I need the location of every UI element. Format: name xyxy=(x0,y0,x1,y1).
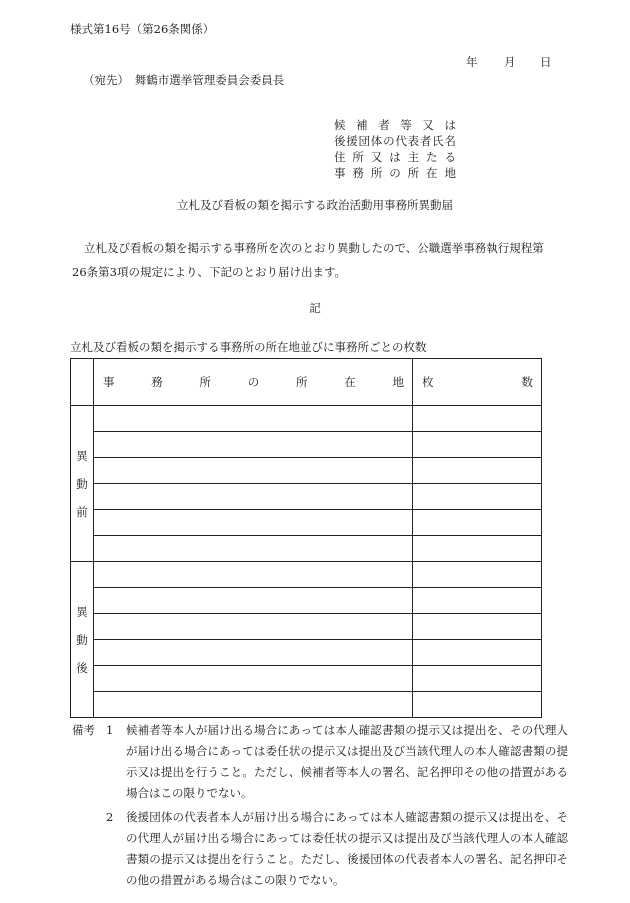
applicant-char: は xyxy=(444,118,456,132)
applicant-char: 援 xyxy=(346,134,358,148)
date-day-label: 日 xyxy=(540,55,552,69)
count-cell[interactable] xyxy=(413,432,542,458)
note-item-1 xyxy=(72,720,568,804)
table-row xyxy=(71,406,542,432)
table-row xyxy=(71,510,542,536)
header-char: 数 xyxy=(521,375,533,389)
applicant-char: 所 xyxy=(407,166,420,180)
section-char: 後 xyxy=(76,660,88,675)
header-char: 地 xyxy=(392,375,404,389)
applicant-char: 又 xyxy=(370,150,383,164)
applicant-char: 在 xyxy=(426,166,438,180)
ki-mark: 記 xyxy=(309,301,321,315)
addressee: （宛先） 舞鶴市選挙管理委員会委員長 xyxy=(83,73,285,87)
header-char: 所 xyxy=(296,375,308,389)
table-row xyxy=(71,692,542,718)
applicant-char: 事 xyxy=(334,166,346,180)
applicant-char: の xyxy=(383,134,395,148)
count-cell[interactable] xyxy=(413,484,542,510)
table-row xyxy=(71,666,542,692)
location-cell[interactable] xyxy=(94,666,413,692)
count-cell[interactable] xyxy=(413,536,542,562)
header-location-cell xyxy=(94,359,413,406)
table-row xyxy=(71,614,542,640)
header-blank-cell xyxy=(71,359,94,406)
header-char: 務 xyxy=(151,375,163,389)
body-text: 立札及び看板の類を掲示する事務所を次のとおり異動したので、公職選挙事務執行規程第26条第3項の規定により、下記のとおり届け出ます。 xyxy=(72,241,544,279)
applicant-char: 表 xyxy=(407,134,420,148)
location-cell[interactable] xyxy=(94,458,413,484)
table-row xyxy=(71,432,542,458)
applicant-char: 者 xyxy=(419,134,432,148)
section-char: 動 xyxy=(76,476,88,491)
note-text: 後援団体の代表者本人が届け出る場合にあっては本人確認書類の提示又は提出を、その代理人が届け出る場合にあっては委任状の提示又は提出及び当該代理人の本人確認書類の提示又は提出を行うこと。ただし、後援団体の代表者本人の署名、記名押印その他の措置がある場合はこの限りでない。 xyxy=(126,810,568,887)
note-number: 1 xyxy=(106,723,114,737)
note-number: 2 xyxy=(106,810,114,824)
section-char: 異 xyxy=(76,604,88,619)
header-count xyxy=(413,374,541,390)
header-char: 在 xyxy=(344,375,356,389)
applicant-char: る xyxy=(444,150,456,164)
applicant-line-4 xyxy=(334,165,456,181)
header-char: の xyxy=(247,375,260,389)
applicant-char: は xyxy=(389,150,401,164)
section-char: 前 xyxy=(76,504,88,519)
header-location xyxy=(94,374,412,390)
applicant-char: 体 xyxy=(370,134,383,148)
table-row xyxy=(71,484,542,510)
count-cell[interactable] xyxy=(413,562,542,588)
location-cell[interactable] xyxy=(94,588,413,614)
applicant-char: 等 xyxy=(400,118,412,132)
applicant-line-2 xyxy=(334,133,456,149)
location-cell[interactable] xyxy=(94,536,413,562)
location-cell[interactable] xyxy=(94,484,413,510)
form-number: 様式第16号（第26条関係） xyxy=(70,22,215,36)
applicant-char: 主 xyxy=(407,150,420,164)
applicant-char: 代 xyxy=(395,134,407,148)
count-cell[interactable] xyxy=(413,640,542,666)
count-cell[interactable] xyxy=(413,692,542,718)
header-count-cell xyxy=(413,359,542,406)
header-char: 事 xyxy=(103,375,115,389)
date-month-label: 月 xyxy=(504,55,516,69)
applicant-char: 又 xyxy=(422,118,434,132)
table-row xyxy=(71,640,542,666)
table-row xyxy=(71,588,542,614)
count-cell[interactable] xyxy=(413,406,542,432)
applicant-line-3 xyxy=(334,149,456,165)
notes-label: 備考 xyxy=(72,723,95,737)
applicant-char: 者 xyxy=(378,118,390,132)
note-text: 候補者等本人が届け出る場合にあっては本人確認書類の提示又は提出を、その代理人が届け出る場合にあっては委任状の提示又は提出及び当該代理人の本人確認書類の提示又は提出を行うこと。ただし、候補者等本人の署名、記名押印その他の措置がある場合はこの限りでない。 xyxy=(126,723,568,800)
count-cell[interactable] xyxy=(413,458,542,484)
applicant-char: 氏 xyxy=(432,134,444,148)
date-year-label: 年 xyxy=(466,55,478,69)
table-caption: 立札及び看板の類を掲示する事務所の所在地並びに事務所ごとの枚数 xyxy=(70,340,427,354)
applicant-char: 務 xyxy=(352,166,364,180)
office-table xyxy=(70,358,542,718)
location-cell[interactable] xyxy=(94,692,413,718)
applicant-block xyxy=(334,117,456,181)
applicant-char: 団 xyxy=(358,134,371,148)
count-cell[interactable] xyxy=(413,614,542,640)
location-cell[interactable] xyxy=(94,406,413,432)
location-cell[interactable] xyxy=(94,562,413,588)
applicant-char: 所 xyxy=(370,166,383,180)
location-cell[interactable] xyxy=(94,432,413,458)
document-title: 立札及び看板の類を掲示する政治活動用事務所異動届 xyxy=(177,198,453,212)
location-cell[interactable] xyxy=(94,614,413,640)
section-char: 異 xyxy=(76,448,88,463)
table-row xyxy=(71,562,542,588)
location-cell[interactable] xyxy=(94,640,413,666)
section-after-label xyxy=(71,562,94,718)
applicant-char: 住 xyxy=(334,150,346,164)
count-cell[interactable] xyxy=(413,666,542,692)
location-cell[interactable] xyxy=(94,510,413,536)
applicant-char: 地 xyxy=(444,166,456,180)
table-row xyxy=(71,458,542,484)
count-cell[interactable] xyxy=(413,588,542,614)
section-char: 動 xyxy=(76,632,88,647)
applicant-char: の xyxy=(389,166,401,180)
notes-section xyxy=(72,720,568,891)
applicant-char: 候 xyxy=(334,118,346,132)
applicant-line-1 xyxy=(334,117,456,133)
note-item-2 xyxy=(72,807,568,891)
applicant-char: 後 xyxy=(334,134,346,148)
applicant-char: 所 xyxy=(352,150,364,164)
applicant-char: 補 xyxy=(356,118,368,132)
header-char: 所 xyxy=(199,375,211,389)
applicant-char: た xyxy=(426,150,438,164)
applicant-char: 名 xyxy=(444,134,456,148)
count-cell[interactable] xyxy=(413,510,542,536)
section-before-label xyxy=(71,406,94,562)
table-header-row xyxy=(71,359,542,406)
table-row xyxy=(71,536,542,562)
header-char: 枚 xyxy=(422,375,434,389)
